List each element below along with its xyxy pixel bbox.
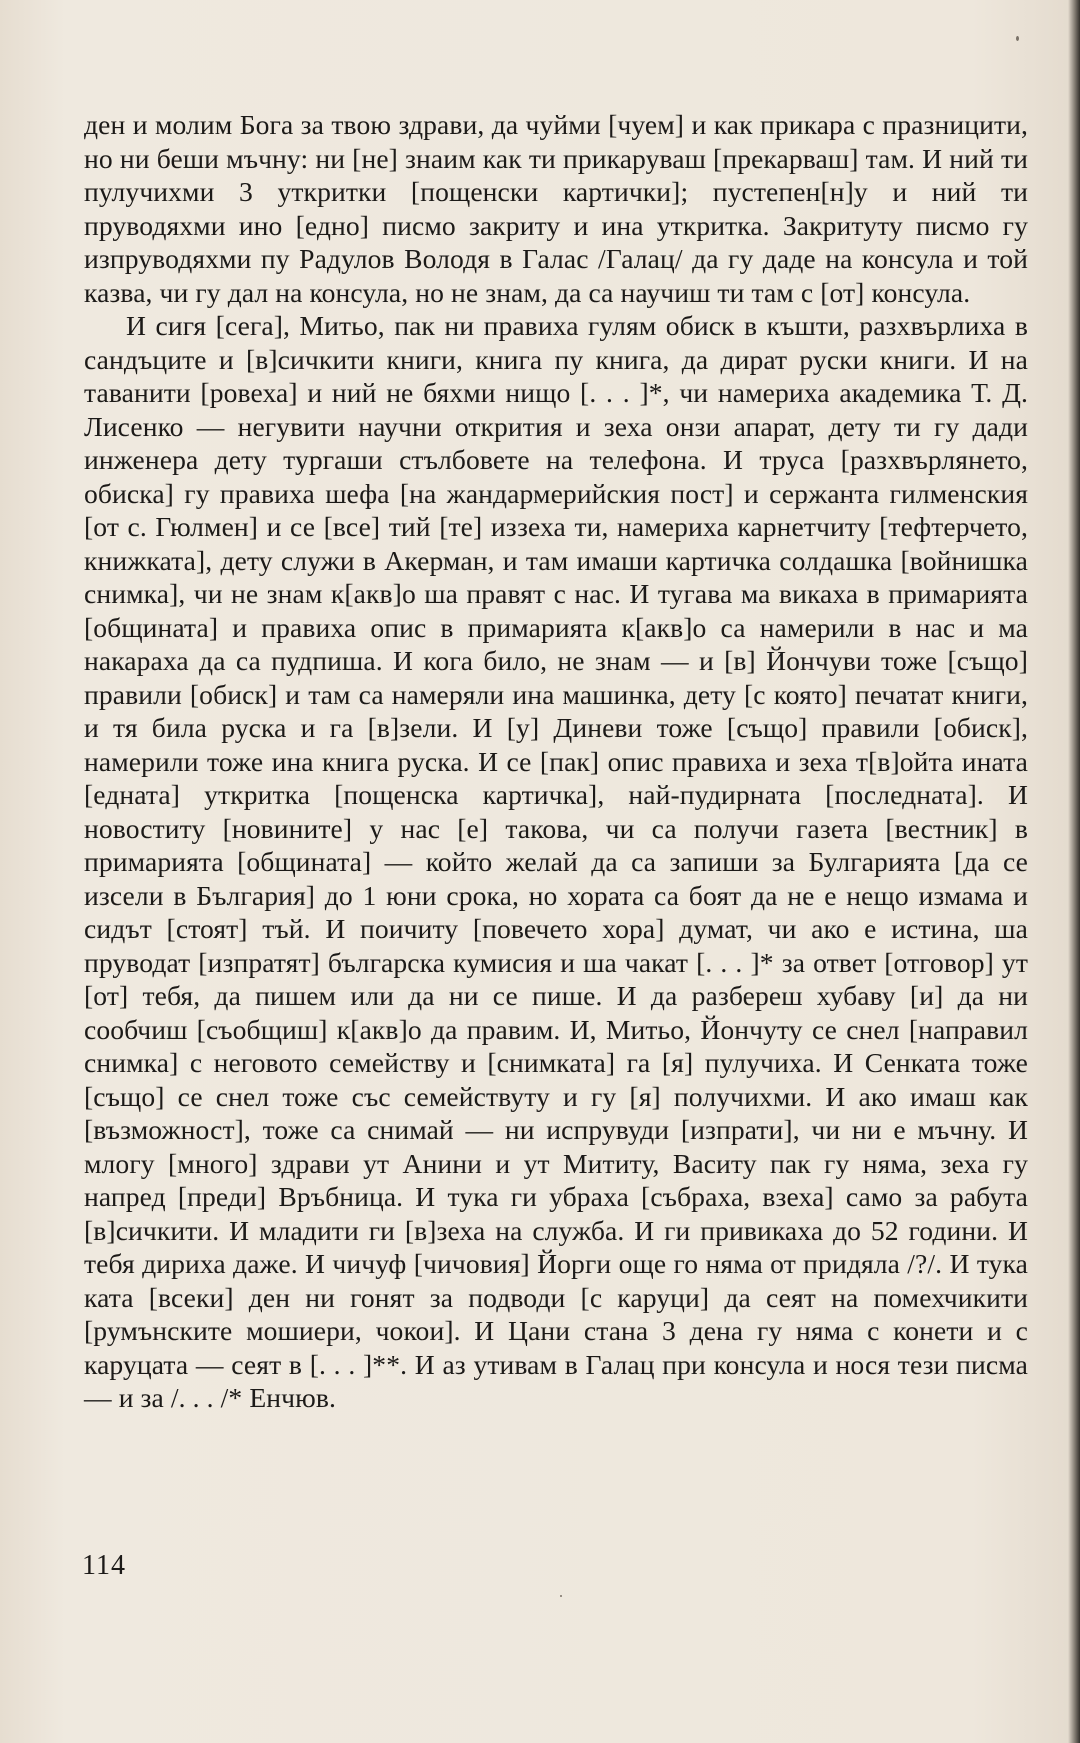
paper-speck — [1016, 36, 1019, 41]
page-number: 114 — [82, 1550, 126, 1581]
paragraph-1: ден и молим Бога за твою здрави, да чуйми [чуем] и как прикара с празницити, но ни беши мъчну: ни [не] знаим как ти прикаруваш [прекарваш] там. И ний ти пулучихми 3 уткритки [пощенски картички]; пустепен[н]у и ний ти пруводяхми ино [едно] писмо закриту и ина уткритка. Закритуту писмо гу изпруводяхми пу Радулов Володя в Галас /Галац/ да гу даде на консула и той казва, чи гу дал на консула, но не знам, да са научиш ти там с [от] консула. — [84, 109, 1028, 308]
paragraph-2: И сигя [сега], Митьо, пак ни правиха гулям обиск в къшти, разхвърлиха в сандъците и [в]сичкити книги, книга пу книга, да дират руски книги. И на таванити [ровеха] и ний не бяхми нищо [. . . ]*, чи намериха академика Т. Д. Лисенко — негувити научни открития и зеха онзи апарат, дету ти гу дади инженера дету тургаши стълбовете на телефона. И труса [разхвърлянето, обиска] гу правиха шефа [на жандармерийския пост] и сержанта гилменския [от с. Гюлмен] и се [все] тий [те] иззеха ти, намериха карнетчиту [тефтерчето, книжката], дету служи в Акерман, и там имаши картичка солдашка [войнишка снимка], чи не знам к[акв]о ша правят с нас. И тугава ма викаха в примарията [общината] и правиха опис в примарията к[акв]о са намерили в нас и ма накараха да са пудпиша. И кога било, не знам — и [в] Йончуви тоже [също] правили [обиск] и там са намеряли ина машинка, дету [с която] печатат книги, и тя била руска и га [в]зели. И [у] Диневи тоже [също] правили [обиск], намерили тоже ина книга руска. И се [пак] опис правиха и зеха т[в]ойта ината [едната] уткритка [пощенска картичка], най-пудирната [последната]. И новоститу [новините] у нас [е] такова, чи са получи газета [вестник] в примарията [общината] — който желай да са запиши за Булгарията [да се изсели в България] до 1 юни срока, но хората са боят да не е нещо измама и сидът [стоят] тъй. И поичиту [повечето хора] думат, чи ако е истина, ша пруводат [изпратят] българска кумисия и ша чакат [. . . ]* за ответ [отговор] ут [от] тебя, да пишем или да ни се пише. И да разбереш хубаву [и] да ни сообчиш [съобщиш] к[акв]о да правим. И, Митьо, Йончуту се снел [направил снимка] с неговото семейству и [снимката] га [я] пулучиха. И Сенката тоже [също] се снел тоже със семействуту и гу [я] получихми. И ако имаш как [възможност], тоже са снимай — ни испрувуди [изпрати], чи ни е мъчну. И млогу [много] здрави ут Анини и ут Мититу, Васиту пак гу няма, зеха гу напред [преди] Връбница. И тука ги убраха [събраха, взеха] само за рабута [в]сичкити. И младити ги [в]зеха на служба. И ги привикаха до 52 години. И тебя дириха даже. И чичуф [чичовия] Йорги още го няма от придяла /?/. И тука ката [всеки] ден ни гонят за подводи [с каруци] да сеят на помехчикити [румънските мошиери, чокои]. И Цани стана 3 дена гу няма с конети и с каруцата — сеят в [. . . ]**. И аз утивам в Галац при консула и нося тези писма — и за /. . . /* Енчюв. — [84, 310, 1028, 1413]
body-text — [84, 108, 1028, 1415]
page-edge-shadow — [1068, 0, 1080, 1743]
paper-speck — [560, 1595, 562, 1597]
